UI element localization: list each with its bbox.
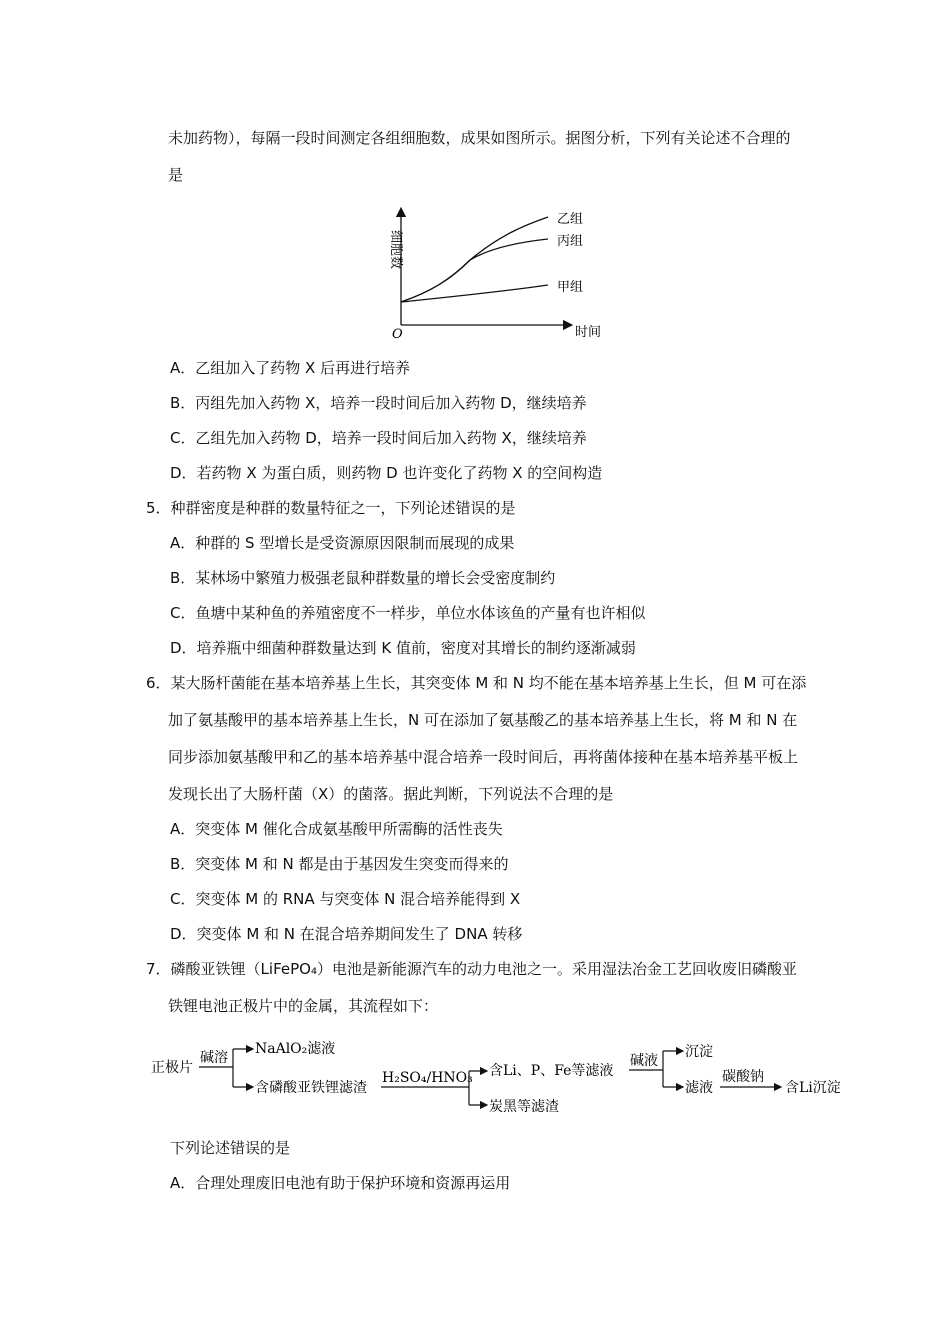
cell-growth-graph	[370, 200, 620, 345]
graph-xlabel: 时间	[575, 325, 602, 340]
q6-stem-line4: 发现长出了大肠杆菌（X）的菌落。据此判断，下列说法不合理的是	[168, 785, 614, 803]
q6-option-b: B．突变体 M 和 N 都是由于基因发生突变而得来的	[170, 855, 509, 873]
q6-stem-line2: 加了氨基酸甲的基本培养基上生长，N 可在添加了氨基酸乙的基本培养基上生长，将 M 和 N 在	[168, 711, 798, 729]
q6-stem-line1: 6．某大肠杆菌能在基本培养基上生长，其突变体 M 和 N 均不能在基本培养基上生长，但 M 可在添	[146, 674, 807, 692]
q4-option-c: C．乙组先加入药物 D，培养一段时间后加入药物 X，继续培养	[170, 429, 587, 447]
q5-option-a: A．种群的 S 型增长是受资源原因限制而展现的成果	[170, 534, 515, 552]
graph-ylabel: 细胞数	[388, 230, 403, 270]
q7-stem-line1: 7．磷酸亚铁锂（LiFePO₄）电池是新能源汽车的动力电池之一。采用湿法冶金工艺回收废旧磷酸亚	[146, 960, 797, 978]
q7-stem-line2: 铁锂电池正极片中的金属，其流程如下：	[168, 997, 439, 1015]
q4-intro-line2: 是	[168, 166, 184, 184]
graph-origin: O	[392, 327, 403, 342]
q6-option-d: D．突变体 M 和 N 在混合培养期间发生了 DNA 转移	[170, 925, 523, 943]
flow-precip: 沉淀	[685, 1044, 713, 1060]
flow-residue: 含磷酸亚铁锂滤渣	[255, 1080, 367, 1096]
q4-option-d: D．若药物 X 为蛋白质，则药物 D 也许变化了药物 X 的空间构造	[170, 464, 603, 482]
q5-option-b: B．某林场中繁殖力极强老鼠种群数量的增长会受密度制约	[170, 569, 556, 587]
flow-alkali-label: 碱液	[630, 1053, 658, 1069]
flow-step1-label: 碱溶	[200, 1050, 228, 1066]
flow-filt2: 滤液	[685, 1080, 713, 1096]
q6-option-a: A．突变体 M 催化合成氨基酸甲所需酶的活性丧失	[170, 820, 503, 838]
q4-option-b: B．丙组先加入药物 X，培养一段时间后加入药物 D，继续培养	[170, 394, 587, 412]
flow-carbon: 炭黑等滤渣	[489, 1099, 559, 1115]
q5-stem: 5．种群密度是种群的数量特征之一，下列论述错误的是	[146, 499, 516, 517]
curve-yi	[401, 217, 548, 302]
q5-option-c: C．鱼塘中某种鱼的养殖密度不一样步，单位水体该鱼的产量有也许相似	[170, 604, 646, 622]
q5-option-d: D．培养瓶中细菌种群数量达到 K 值前，密度对其增长的制约逐渐减弱	[170, 639, 636, 657]
curve-bing	[401, 239, 548, 302]
flow-na2co3-label: 碳酸钠	[722, 1069, 764, 1085]
series-label-jia: 甲组	[557, 280, 584, 295]
q6-option-c: C．突变体 M 的 RNA 与突变体 N 混合培养能得到 X	[170, 890, 521, 908]
flow-start: 正极片	[151, 1060, 193, 1076]
q6-stem-line3: 同步添加氨基酸甲和乙的基本培养基中混合培养一段时间后，再将菌体接种在基本培养基平板上	[168, 748, 799, 766]
q4-intro-line1: 未加药物），每隔一段时间测定各组细胞数，成果如图所示。据图分析，下列有关论述不合理的	[168, 129, 791, 147]
recycling-flowchart	[145, 1035, 865, 1125]
series-label-bing: 丙组	[557, 234, 584, 249]
q7-sub-stem: 下列论述错误的是	[170, 1139, 291, 1157]
flow-li-precip: 含Li沉淀	[785, 1080, 841, 1096]
flow-filtrate: 含Li、P、Fe等滤液	[489, 1063, 614, 1079]
flow-acid-label: H₂SO₄/HNO₃	[382, 1070, 473, 1086]
series-label-yi: 乙组	[557, 212, 584, 227]
q4-option-a: A．乙组加入了药物 X 后再进行培养	[170, 359, 411, 377]
flow-naalo2: NaAlO₂滤液	[255, 1041, 336, 1057]
q7-option-a: A．合理处理废旧电池有助于保护环境和资源再运用	[170, 1174, 511, 1192]
